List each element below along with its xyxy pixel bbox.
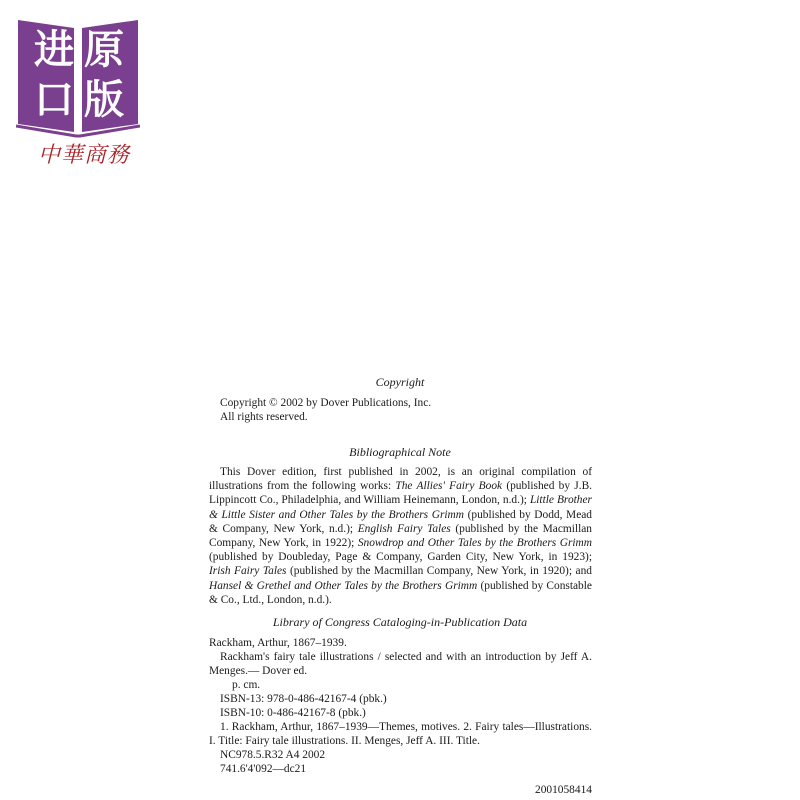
bibliographical-note-body: This Dover edition, first published in 2002, is an original compilation of illustrations from the following works: The Allies' Fairy Book (published by J.B. Lippincott Co., Philadelphia, and William Heinemann, London, n.d.); Little Brother & Little Sister and Other Tales by the Brothers Grimm (published by Dodd, Mead & Company, New York, n.d.); English Fairy Tales (published by the Macmillan Company, New York, in 1922); Snowdrop and Other Tales by the Brothers Grimm (published by Doubleday, Page & Company, Garden City, New York, in 1923); Irish Fairy Tales (published by the Macmillan Company, New York, in 1920); and Hansel & Grethel and Other Tales by the Brothers Grimm (published by Constable & Co., Ltd., London, n.d.). — [209, 466, 593, 606]
cip-lc-call-number: NC978.5.R32 A4 2002 — [220, 749, 326, 761]
cip-isbn10: ISBN-10: 0-486-42167-8 (pbk.) — [220, 707, 366, 719]
cip-author: Rackham, Arthur, 1867–1939. — [209, 637, 347, 649]
logo-char: 版 — [84, 77, 124, 123]
rights-line: All rights reserved. — [220, 411, 308, 423]
cip-control-number: 2001058414 — [535, 784, 592, 796]
cip-title-statement: Rackham's fairy tale illustrations / selected and with an introduction by Jeff A. Menges.— Dover ed. — [209, 651, 592, 678]
logo-char: 口 — [34, 77, 74, 123]
cip-isbn13: ISBN-13: 978-0-486-42167-4 (pbk.) — [220, 693, 387, 705]
logo-char: 进 — [34, 27, 74, 73]
logo-brand-name: 中華商務 — [37, 143, 130, 168]
import-edition-logo — [16, 14, 140, 168]
cip-pagination: p. cm. — [232, 679, 261, 691]
logo-char: 原 — [84, 27, 124, 73]
cip-subjects: 1. Rackham, Arthur, 1867–1939—Themes, motives. 2. Fairy tales—Illustrations. I. Title: Fairy tale illustrations. II. Menges, Jeff A. III. Title. — [209, 721, 592, 748]
cip-heading: Library of Congress Cataloging-in-Publication Data — [272, 615, 528, 629]
bibliographical-note-heading: Bibliographical Note — [349, 445, 451, 459]
cip-dewey-number: 741.6'4'092—dc21 — [220, 763, 307, 775]
copyright-line: Copyright © 2002 by Dover Publications, Inc. — [220, 397, 432, 409]
copyright-heading: Copyright — [375, 375, 425, 389]
